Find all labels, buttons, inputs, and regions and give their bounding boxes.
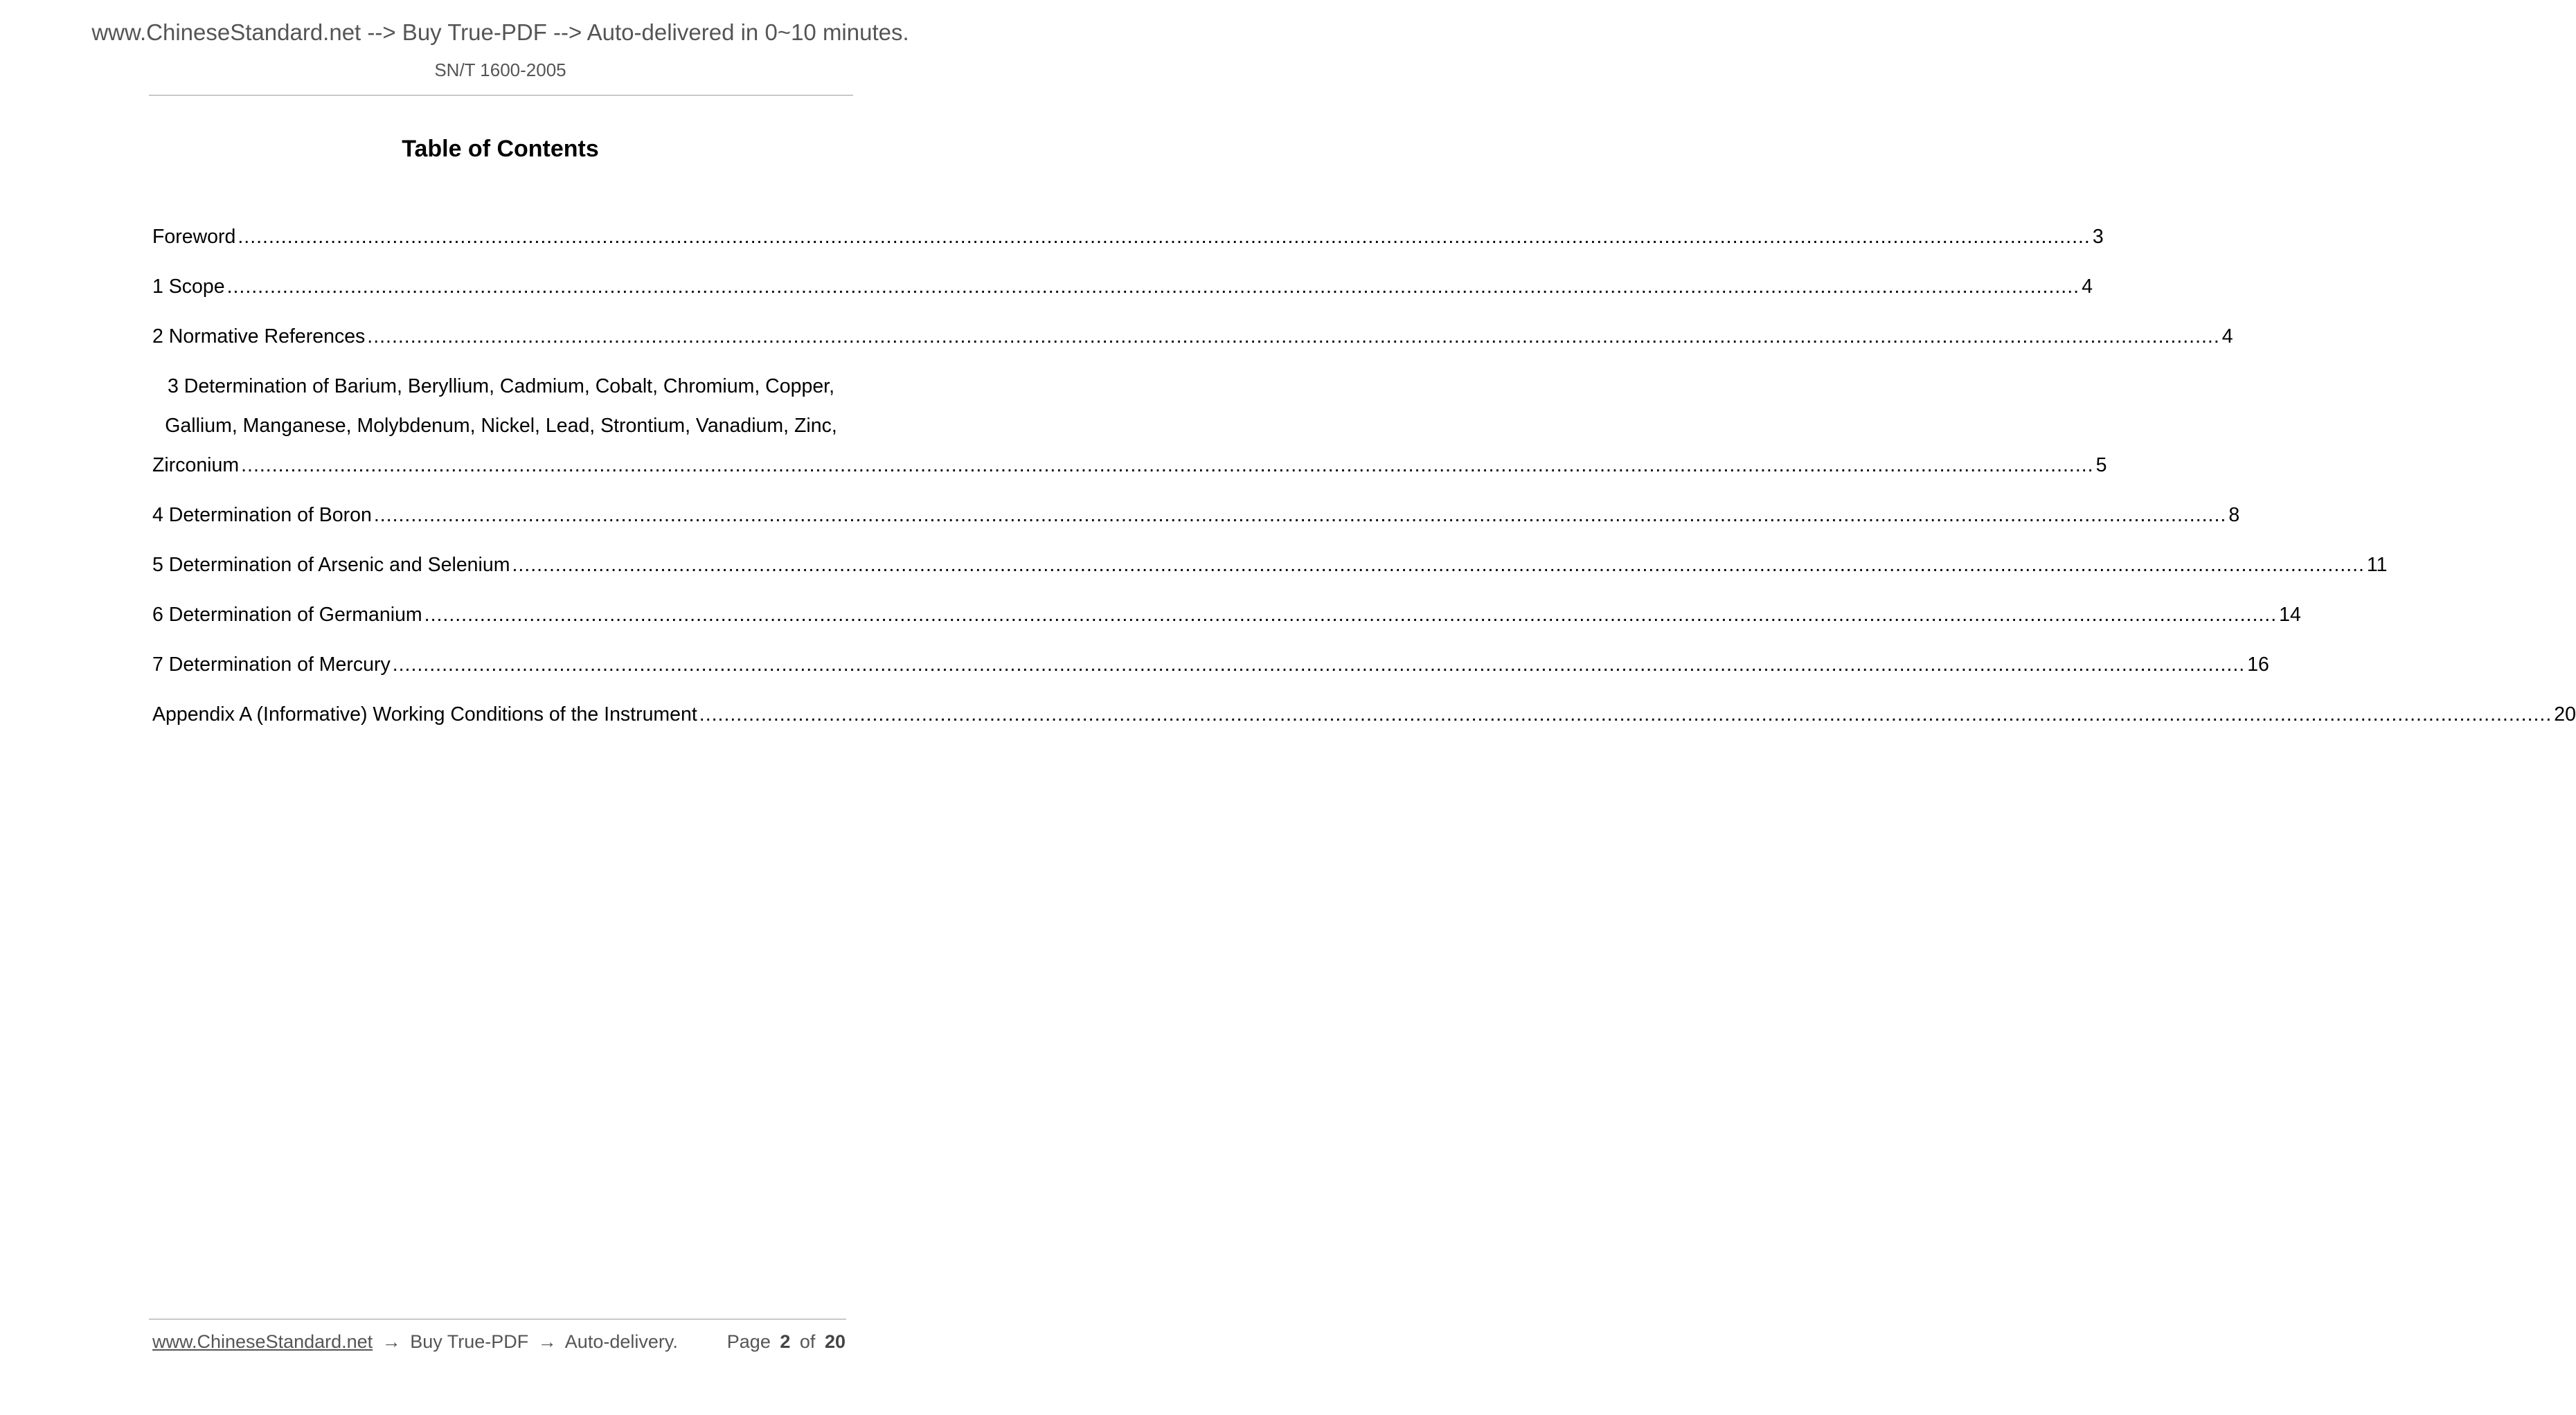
toc-entry-label: 7 Determination of Mercury: [152, 654, 391, 676]
header-banner: www.ChineseStandard.net --> Buy True-PDF --> Auto-delivered in 0~10 minutes.: [91, 19, 909, 45]
toc-entry-label: 6 Determination of Germanium: [152, 604, 422, 626]
dot-leader: ............................................................................................................................................................................................................................................................................................................: [241, 454, 2094, 476]
page-indicator: [727, 1328, 850, 1355]
toc-entry-label: Appendix A (Informative) Working Conditions of the Instrument: [152, 703, 697, 725]
arrow-right-icon: →: [382, 1331, 401, 1352]
dot-leader: ............................................................................................................................................................................................................................................................................................................: [392, 654, 2246, 676]
toc-entry-label-line[interactable]: 3 Determination of Barium, Beryllium, Cadmium, Cobalt, Chromium, Copper,: [167, 375, 835, 397]
dot-leader: ............................................................................................................................................................................................................................................................................................................: [226, 276, 2080, 298]
toc-title: Table of Contents: [402, 136, 599, 162]
dot-leader: ............................................................................................................................................................................................................................................................................................................: [373, 504, 2227, 526]
toc-entry-mercury[interactable]: [152, 651, 2269, 678]
toc-entry-appendix-a[interactable]: [152, 701, 2576, 728]
toc-entry-page: 11: [2366, 554, 2388, 576]
dot-leader: ............................................................................................................................................................................................................................................................................................................: [238, 226, 2091, 248]
toc-entry-arsenic-selenium[interactable]: [152, 551, 2388, 579]
toc-entry-label: 1 Scope: [152, 276, 225, 298]
page-word: Page: [726, 1331, 771, 1352]
toc-entry-boron[interactable]: [152, 501, 2240, 529]
document-code: SN/T 1600-2005: [434, 60, 566, 80]
current-page: 2: [780, 1331, 791, 1352]
arrow-right-icon: →: [537, 1331, 557, 1352]
site-link[interactable]: www.ChineseStandard.net: [152, 1331, 373, 1352]
toc-entry-scope[interactable]: [152, 273, 2093, 300]
toc-entry-page: 5: [2095, 454, 2107, 476]
toc-entry-label: 5 Determination of Arsenic and Selenium: [152, 554, 510, 576]
toc-entry-page: 16: [2247, 654, 2269, 676]
toc-entry-label: 2 Normative References: [152, 325, 366, 348]
of-word: of: [799, 1331, 816, 1352]
toc-entry-page: 8: [2228, 504, 2240, 526]
toc-entry-foreword[interactable]: [152, 223, 2104, 251]
toc-entry-page: 20: [2554, 703, 2576, 725]
toc-entry-normative-references[interactable]: [152, 323, 2233, 350]
dot-leader: ............................................................................................................................................................................................................................................................................................................: [699, 703, 2552, 725]
toc-entry-page: 14: [2279, 604, 2301, 626]
toc-entry-page: 4: [2221, 325, 2233, 348]
header-divider: [149, 95, 853, 96]
toc-entry-label-line[interactable]: Gallium, Manganese, Molybdenum, Nickel, Lead, Strontium, Vanadium, Zinc,: [165, 415, 837, 437]
dot-leader: ............................................................................................................................................................................................................................................................................................................: [424, 604, 2278, 626]
dot-leader: ............................................................................................................................................................................................................................................................................................................: [512, 554, 2365, 576]
dot-leader: ............................................................................................................................................................................................................................................................................................................: [367, 325, 2220, 348]
page-footer: [152, 1328, 850, 1355]
toc-entry-page: 3: [2092, 226, 2104, 248]
toc-entry-label: 4 Determination of Boron: [152, 504, 372, 526]
delivery-text: Auto-delivery.: [564, 1331, 678, 1352]
buy-text: Buy True-PDF: [410, 1331, 529, 1352]
toc-entry-germanium[interactable]: [152, 601, 2301, 629]
toc-entry-determination-metals[interactable]: [152, 451, 2107, 479]
toc-entry-label: Foreword: [152, 226, 236, 248]
total-pages: 20: [824, 1331, 846, 1352]
toc-entry-label: Zirconium: [152, 454, 240, 476]
toc-entry-page: 4: [2082, 276, 2093, 298]
